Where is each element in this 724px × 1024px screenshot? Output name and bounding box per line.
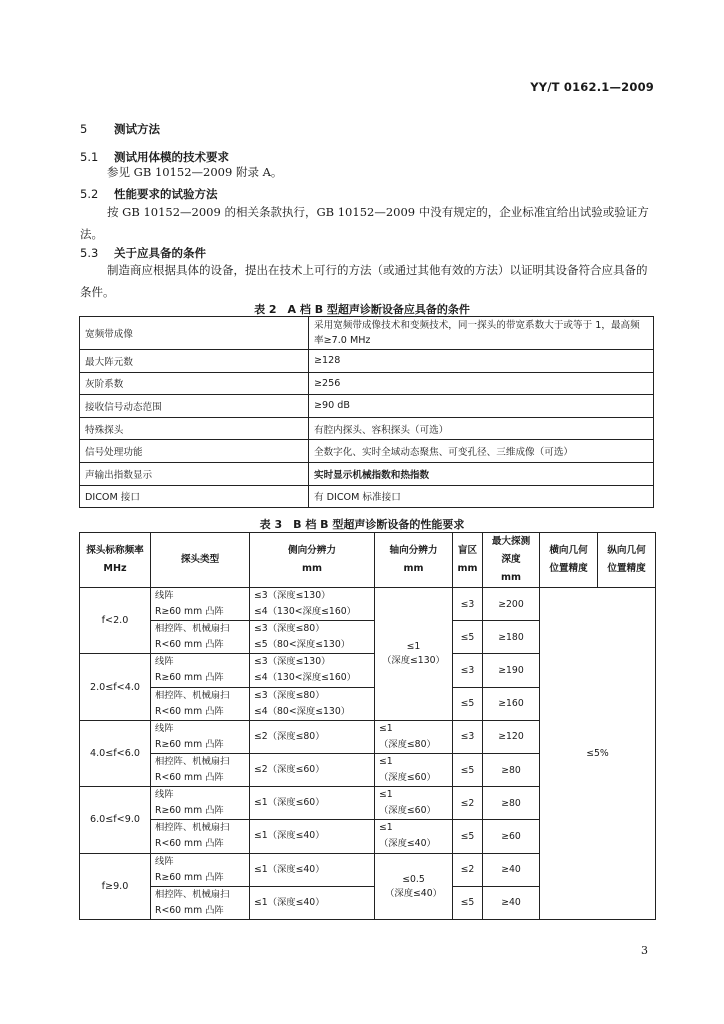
- column-header: 最大探测 深度 mm: [483, 533, 540, 588]
- section-number: 5.2: [80, 187, 99, 201]
- table-cell: 相控阵、机械扇扫 R<60 mm 凸阵: [151, 621, 250, 654]
- table-cell: ≤2: [453, 787, 483, 820]
- table-cell: 线阵 R≥60 mm 凸阵: [151, 720, 250, 753]
- table-row: [80, 440, 654, 463]
- table-cell: ≥160: [483, 687, 540, 720]
- table-cell: 全数字化、实时全域动态聚焦、可变孔径、三维成像（可选）: [309, 440, 654, 463]
- table-cell: 相控阵、机械扇扫 R<60 mm 凸阵: [151, 820, 250, 853]
- table-cell: 宽频带成像: [80, 317, 309, 350]
- table-cell: ≤5%: [540, 588, 656, 920]
- section-title: 测试用体模的技术要求: [114, 150, 229, 164]
- table-cell: 采用宽频带成像技术和变频技术，同一探头的带宽系数大于或等于 1，最高频率≥7.0 MHz: [309, 317, 654, 350]
- table-cell: ≥80: [483, 787, 540, 820]
- table-cell: 相控阵、机械扇扫 R<60 mm 凸阵: [151, 687, 250, 720]
- table-cell: ≤1 （深度≤80）: [375, 720, 453, 753]
- table-2: [79, 316, 654, 508]
- table-cell: 有 DICOM 标准接口: [309, 485, 654, 508]
- table-cell: 灰阶系数: [80, 372, 309, 395]
- column-header: 纵向几何 位置精度: [598, 533, 656, 588]
- table-cell: 声输出指数显示: [80, 462, 309, 485]
- table-cell: 线阵 R≥60 mm 凸阵: [151, 787, 250, 820]
- table-cell: ≤5: [453, 687, 483, 720]
- section-title: 关于应具备的条件: [114, 246, 206, 260]
- table-cell: ≤3（深度≤80） ≤4（80<深度≤130）: [250, 687, 375, 720]
- table-cell: ≤5: [453, 753, 483, 786]
- section-5-3-text: 制造商应根据具体的设备，提出在技术上可行的方法（或通过其他有效的方法）以证明其设备符合应具备的条件。: [80, 263, 648, 299]
- table-cell: ≤1（深度≤40）: [250, 820, 375, 853]
- table-cell: ≥40: [483, 886, 540, 919]
- column-header: 探头类型: [151, 533, 250, 588]
- table-cell: ≥120: [483, 720, 540, 753]
- table-cell: ≥80: [483, 753, 540, 786]
- table-cell: ≤3（深度≤80） ≤5（80<深度≤130）: [250, 621, 375, 654]
- table-cell: ≤1 （深度≤60）: [375, 787, 453, 820]
- table-cell: f<2.0: [80, 588, 151, 654]
- table-row: [80, 588, 656, 621]
- section-5-heading: [80, 121, 160, 137]
- table-cell: ≥190: [483, 654, 540, 687]
- table-cell: ≤5: [453, 886, 483, 919]
- table-2-caption: 表 2 A 档 B 型超声诊断设备应具备的条件: [254, 303, 470, 316]
- table-row: [80, 417, 654, 440]
- table-cell: 2.0≤f<4.0: [80, 654, 151, 720]
- section-title: 测试方法: [114, 122, 160, 136]
- table-cell: 相控阵、机械扇扫 R<60 mm 凸阵: [151, 886, 250, 919]
- table-cell: 实时显示机械指数和热指数: [309, 462, 654, 485]
- table-3: [79, 532, 656, 920]
- table-cell: ≥90 dB: [309, 395, 654, 418]
- table-cell: 最大阵元数: [80, 350, 309, 373]
- column-header: 探头标称频率 MHz: [80, 533, 151, 588]
- table-cell: 相控阵、机械扇扫 R<60 mm 凸阵: [151, 753, 250, 786]
- table-row: [80, 462, 654, 485]
- table-cell: ≥180: [483, 621, 540, 654]
- table-cell: ≤1 （深度≤40）: [375, 820, 453, 853]
- table-cell: ≥128: [309, 350, 654, 373]
- table-cell: 特殊探头: [80, 417, 309, 440]
- table-3-caption: 表 3 B 档 B 型超声诊断设备的性能要求: [259, 518, 465, 531]
- table-row: [80, 317, 654, 350]
- column-header: 盲区 mm: [453, 533, 483, 588]
- table-cell: 有腔内探头、容积探头（可选）: [309, 417, 654, 440]
- table-cell: ≤3: [453, 588, 483, 621]
- table-cell: 线阵 R≥60 mm 凸阵: [151, 588, 250, 621]
- table-cell: ≤1（深度≤40）: [250, 886, 375, 919]
- column-header: 轴向分辨力 mm: [375, 533, 453, 588]
- section-5-2-text: 按 GB 10152—2009 的相关条款执行，GB 10152—2009 中没有规定的，企业标准宜给出试验或验证方法。: [80, 205, 649, 241]
- column-header: 侧向分辨力 mm: [250, 533, 375, 588]
- table-cell: ≤2（深度≤60）: [250, 753, 375, 786]
- section-number: 5: [80, 122, 88, 136]
- table-cell: ≤1 （深度≤130）: [375, 588, 453, 721]
- table-cell: ≤3（深度≤130） ≤4（130<深度≤160）: [250, 654, 375, 687]
- table-row: [80, 395, 654, 418]
- table-cell: ≤3: [453, 720, 483, 753]
- section-title: 性能要求的试验方法: [114, 187, 218, 201]
- table-row: [80, 485, 654, 508]
- section-number: 5.3: [80, 246, 99, 260]
- section-number: 5.1: [80, 150, 99, 164]
- table-cell: ≥60: [483, 820, 540, 853]
- table-row: [80, 372, 654, 395]
- table-header-row: [80, 533, 656, 588]
- table-cell: ≤0.5 （深度≤40）: [375, 853, 453, 919]
- table-cell: ≤3（深度≤130） ≤4（130<深度≤160）: [250, 588, 375, 621]
- table-cell: ≤1（深度≤40）: [250, 853, 375, 886]
- table-cell: 接收信号动态范围: [80, 395, 309, 418]
- page-number: 3: [641, 944, 648, 957]
- table-cell: ≥200: [483, 588, 540, 621]
- column-header: 横向几何 位置精度: [540, 533, 598, 588]
- table-cell: 6.0≤f<9.0: [80, 787, 151, 853]
- table-cell: ≥40: [483, 853, 540, 886]
- table-cell: f≥9.0: [80, 853, 151, 919]
- table-cell: DICOM 接口: [80, 485, 309, 508]
- table-cell: ≤2: [453, 853, 483, 886]
- table-row: [80, 350, 654, 373]
- document-code: YY/T 0162.1—2009: [530, 80, 654, 94]
- section-5-2-heading: [80, 186, 218, 202]
- table-cell: ≥256: [309, 372, 654, 395]
- section-5-1-text: 参见 GB 10152—2009 附录 A。: [107, 165, 283, 179]
- table-cell: 线阵 R≥60 mm 凸阵: [151, 654, 250, 687]
- table-cell: ≤5: [453, 820, 483, 853]
- table-cell: ≤1（深度≤60）: [250, 787, 375, 820]
- table-cell: ≤2（深度≤80）: [250, 720, 375, 753]
- table-cell: 4.0≤f<6.0: [80, 720, 151, 786]
- table-cell: ≤5: [453, 621, 483, 654]
- table-cell: 线阵 R≥60 mm 凸阵: [151, 853, 250, 886]
- table-cell: ≤1 （深度≤60）: [375, 753, 453, 786]
- table-cell: 信号处理功能: [80, 440, 309, 463]
- table-cell: ≤3: [453, 654, 483, 687]
